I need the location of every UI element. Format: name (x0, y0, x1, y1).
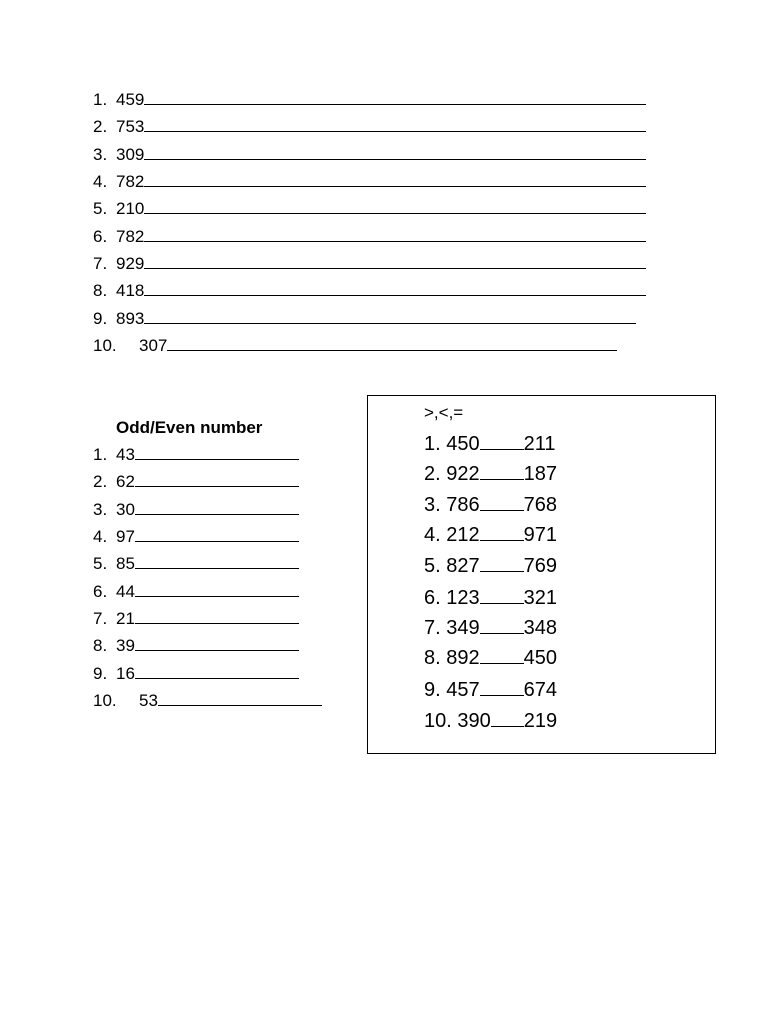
item-value: 309 (116, 145, 145, 164)
item-value: 16 (116, 664, 135, 683)
answer-blank[interactable] (135, 567, 299, 569)
right-value: 348 (523, 617, 557, 639)
answer-blank[interactable] (480, 632, 524, 634)
number-list-item (93, 146, 646, 163)
compare-item (424, 618, 557, 638)
item-value: 85 (116, 554, 135, 573)
compare-symbols: >,<,= (424, 403, 464, 422)
item-value: 62 (116, 472, 135, 491)
left-value: 349 (446, 617, 480, 639)
right-value: 187 (523, 463, 557, 485)
odd-even-item (93, 473, 299, 490)
item-index: 6. (93, 227, 108, 246)
item-index: 8. (93, 636, 108, 655)
answer-blank[interactable] (158, 704, 322, 706)
right-value: 321 (523, 587, 557, 609)
right-value: 211 (523, 433, 556, 455)
number-list-item (93, 337, 617, 354)
item-index: 4. (93, 172, 108, 191)
item-index: 3. (93, 145, 108, 164)
item-value: 893 (116, 309, 145, 328)
item-index: 1. (93, 445, 108, 464)
answer-blank[interactable] (144, 158, 646, 160)
left-value: 212 (446, 524, 480, 546)
compare-item (424, 434, 556, 454)
odd-even-item (93, 637, 299, 654)
answer-blank[interactable] (480, 478, 524, 480)
compare-item (424, 648, 557, 668)
odd-even-item (93, 610, 299, 627)
right-value: 971 (523, 524, 557, 546)
answer-blank[interactable] (144, 322, 636, 324)
item-index: 7. (93, 254, 108, 273)
number-list-item (93, 91, 646, 108)
left-value: 457 (446, 679, 480, 701)
item-value: 44 (116, 582, 135, 601)
item-index: 9. (93, 309, 108, 328)
answer-blank[interactable] (135, 458, 299, 460)
left-value: 892 (446, 647, 480, 669)
left-value: 450 (446, 433, 480, 455)
number-list-item (93, 255, 646, 272)
left-value: 786 (446, 494, 480, 516)
item-value: 459 (116, 90, 145, 109)
left-value: 922 (446, 463, 480, 485)
odd-even-item (93, 583, 299, 600)
item-value: 753 (116, 117, 145, 136)
answer-blank[interactable] (491, 725, 524, 727)
answer-blank[interactable] (135, 622, 299, 624)
item-index: 10. (424, 710, 452, 732)
item-value: 43 (116, 445, 135, 464)
answer-blank[interactable] (144, 294, 646, 296)
compare-item (424, 556, 557, 576)
answer-blank[interactable] (144, 185, 646, 187)
compare-item (424, 525, 557, 545)
item-value: 782 (116, 227, 145, 246)
item-value: 782 (116, 172, 145, 191)
item-index: 4. (424, 524, 441, 546)
answer-blank[interactable] (480, 694, 524, 696)
item-index: 10. (93, 336, 117, 355)
item-index: 2. (424, 463, 441, 485)
compare-item (424, 711, 557, 731)
answer-blank[interactable] (144, 267, 646, 269)
item-value: 210 (116, 199, 145, 218)
item-index: 4. (93, 527, 108, 546)
item-index: 10. (93, 691, 117, 710)
item-index: 5. (93, 199, 108, 218)
compare-item (424, 680, 557, 700)
answer-blank[interactable] (167, 349, 617, 351)
answer-blank[interactable] (135, 513, 299, 515)
number-list-item (93, 228, 646, 245)
compare-item (424, 464, 557, 484)
item-index: 5. (424, 555, 441, 577)
answer-blank[interactable] (135, 677, 299, 679)
right-value: 674 (523, 679, 557, 701)
answer-blank[interactable] (135, 595, 299, 597)
odd-even-item (93, 665, 299, 682)
item-index: 1. (93, 90, 108, 109)
item-index: 9. (93, 664, 108, 683)
answer-blank[interactable] (135, 649, 299, 651)
item-index: 6. (424, 587, 441, 609)
item-value: 39 (116, 636, 135, 655)
item-value: 307 (139, 336, 168, 355)
item-index: 8. (424, 647, 441, 669)
odd-even-heading: Odd/Even number (116, 418, 263, 437)
answer-blank[interactable] (480, 570, 524, 572)
right-value: 450 (523, 647, 557, 669)
answer-blank[interactable] (144, 130, 646, 132)
item-value: 30 (116, 500, 135, 519)
answer-blank[interactable] (135, 485, 299, 487)
odd-even-item (93, 501, 299, 518)
answer-blank[interactable] (480, 602, 524, 604)
item-index: 2. (93, 117, 108, 136)
item-index: 3. (93, 500, 108, 519)
item-value: 21 (116, 609, 135, 628)
right-value: 219 (523, 710, 558, 732)
left-value: 390 (457, 710, 491, 732)
number-list-item (93, 118, 646, 135)
odd-even-item (93, 528, 299, 545)
compare-item (424, 495, 557, 515)
item-index: 7. (93, 609, 108, 628)
number-list-item (93, 310, 636, 327)
answer-blank[interactable] (480, 539, 524, 541)
item-value: 53 (139, 691, 158, 710)
answer-blank[interactable] (144, 212, 646, 214)
item-index: 2. (93, 472, 108, 491)
number-list-item (93, 282, 646, 299)
left-value: 827 (446, 555, 480, 577)
item-value: 418 (116, 281, 145, 300)
odd-even-item (93, 555, 299, 572)
item-index: 9. (424, 679, 441, 701)
compare-item (424, 588, 557, 608)
item-index: 6. (93, 582, 108, 601)
item-value: 929 (116, 254, 145, 273)
item-index: 7. (424, 617, 441, 639)
item-value: 97 (116, 527, 135, 546)
number-list-item (93, 173, 646, 190)
answer-blank[interactable] (480, 509, 524, 511)
answer-blank[interactable] (144, 240, 646, 242)
answer-blank[interactable] (480, 662, 524, 664)
number-list-item (93, 200, 646, 217)
answer-blank[interactable] (144, 103, 646, 105)
item-index: 1. (424, 433, 441, 455)
answer-blank[interactable] (135, 540, 299, 542)
right-value: 769 (523, 555, 557, 577)
item-index: 5. (93, 554, 108, 573)
item-index: 3. (424, 494, 441, 516)
answer-blank[interactable] (480, 448, 524, 450)
odd-even-item (93, 692, 322, 709)
odd-even-item (93, 446, 299, 463)
right-value: 768 (523, 494, 557, 516)
left-value: 123 (446, 587, 480, 609)
item-index: 8. (93, 281, 108, 300)
